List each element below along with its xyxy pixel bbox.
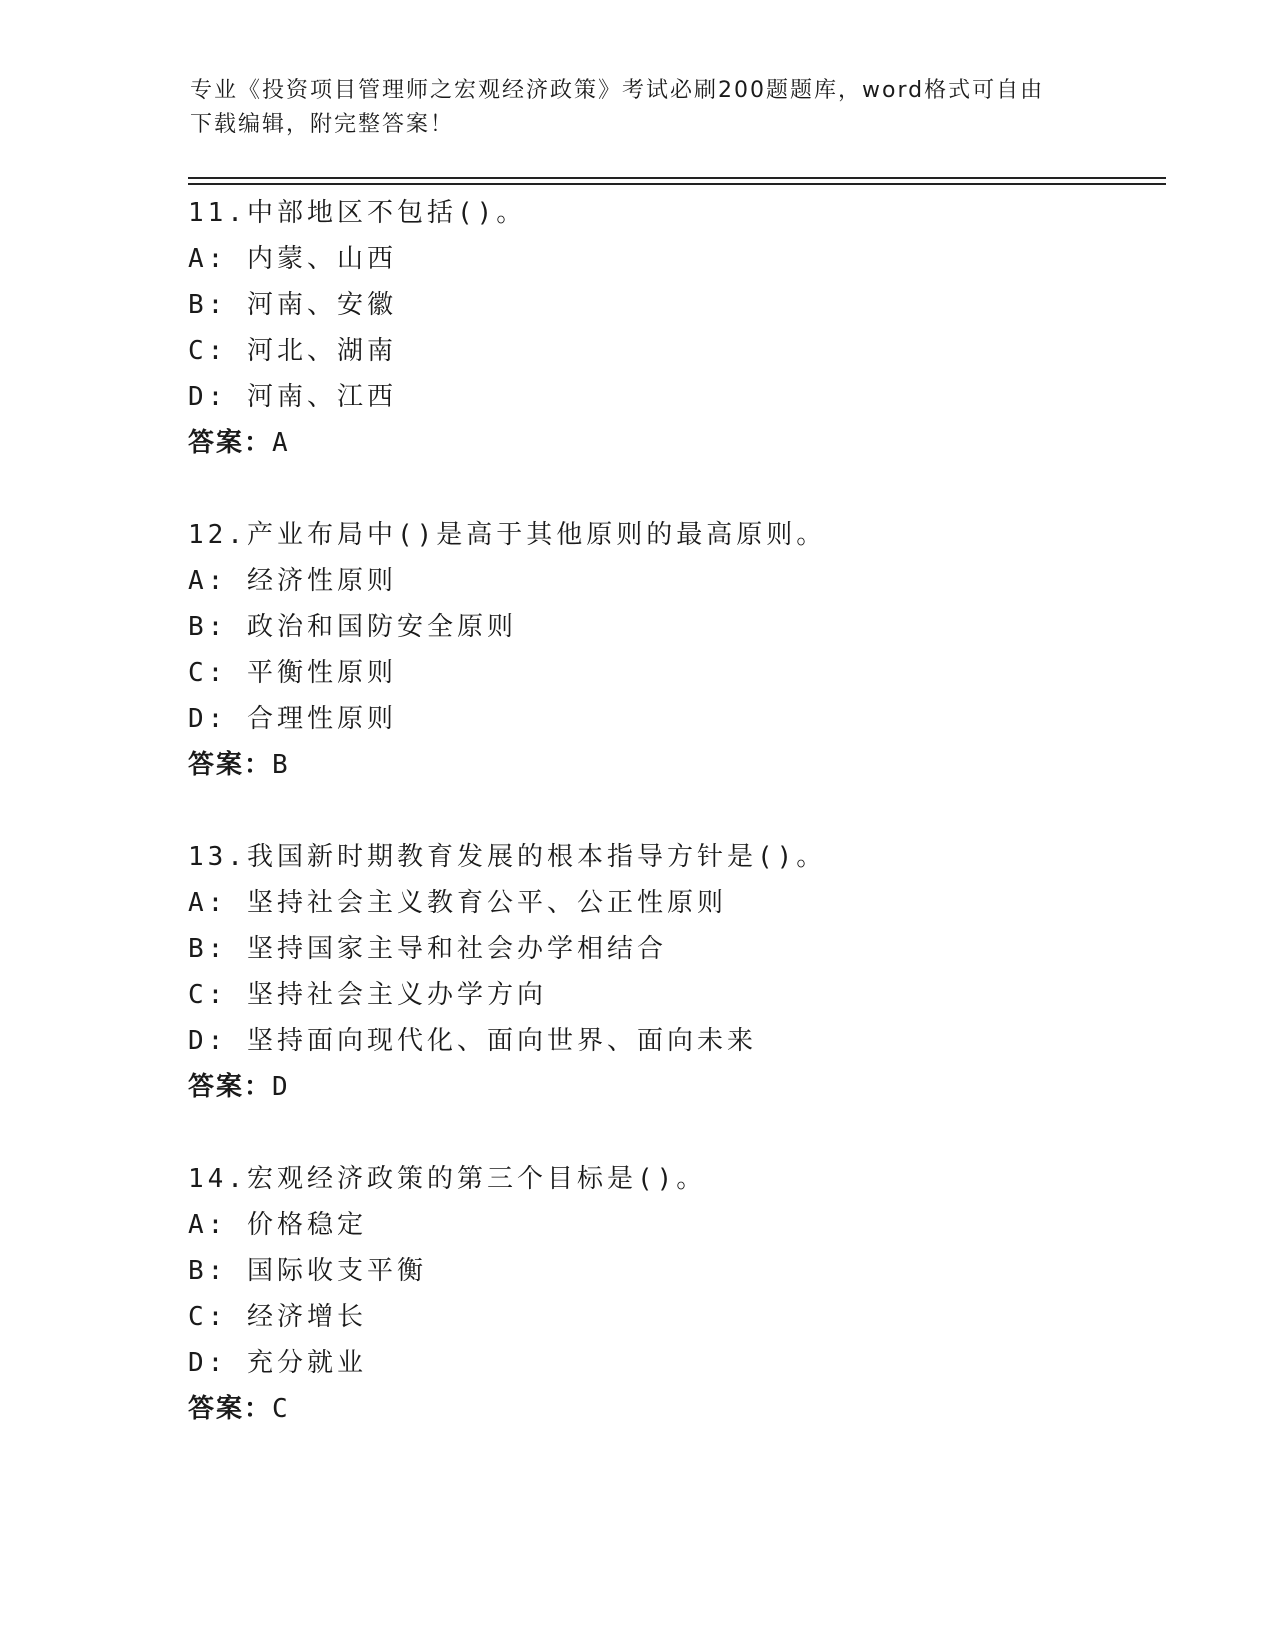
- answer-label: 答案：: [188, 1394, 273, 1424]
- option-c: C: 经济增长: [188, 1302, 367, 1332]
- option-b: B: 河南、安徽: [188, 290, 397, 320]
- double-rule-bottom: [188, 183, 1166, 185]
- question-item: [188, 512, 1168, 788]
- answer-line: [188, 1386, 1168, 1432]
- option-a: A: 经济性原则: [188, 566, 397, 596]
- document-intro: [190, 74, 1070, 142]
- question-list: [188, 190, 1168, 1478]
- answer-value: B: [272, 750, 288, 780]
- option-b: B: 坚持国家主导和社会办学相结合: [188, 934, 667, 964]
- question-stem: 12.产业布局中()是高于其他原则的最高原则。: [188, 520, 827, 550]
- answer-line: [188, 742, 1168, 788]
- answer-line: [188, 420, 1168, 466]
- question-stem: 14.宏观经济政策的第三个目标是()。: [188, 1164, 707, 1194]
- option-d: D: 坚持面向现代化、面向世界、面向未来: [188, 1026, 757, 1056]
- question-item: [188, 834, 1168, 1110]
- option-a: A: 内蒙、山西: [188, 244, 397, 274]
- intro-line-2: 下载编辑，附完整答案！: [190, 112, 455, 137]
- option-c: C: 平衡性原则: [188, 658, 397, 688]
- option-a: A: 坚持社会主义教育公平、公正性原则: [188, 888, 727, 918]
- double-rule-top: [188, 177, 1166, 179]
- question-item: [188, 190, 1168, 466]
- answer-value: D: [272, 1072, 288, 1102]
- option-d: D: 河南、江西: [188, 382, 397, 412]
- option-d: D: 充分就业: [188, 1348, 367, 1378]
- answer-value: A: [272, 428, 288, 458]
- answer-label: 答案：: [188, 1072, 273, 1102]
- answer-line: [188, 1064, 1168, 1110]
- option-c: C: 河北、湖南: [188, 336, 397, 366]
- answer-label: 答案：: [188, 750, 273, 780]
- option-a: A: 价格稳定: [188, 1210, 367, 1240]
- intro-line-1: 专业《投资项目管理师之宏观经济政策》考试必刷200题题库，word格式可自由: [190, 78, 1045, 103]
- answer-value: C: [272, 1394, 288, 1424]
- option-b: B: 政治和国防安全原则: [188, 612, 517, 642]
- option-c: C: 坚持社会主义办学方向: [188, 980, 547, 1010]
- question-item: [188, 1156, 1168, 1432]
- option-d: D: 合理性原则: [188, 704, 397, 734]
- answer-label: 答案：: [188, 428, 273, 458]
- option-b: B: 国际收支平衡: [188, 1256, 427, 1286]
- question-stem: 11.中部地区不包括()。: [188, 198, 527, 228]
- question-stem: 13.我国新时期教育发展的根本指导方针是()。: [188, 842, 827, 872]
